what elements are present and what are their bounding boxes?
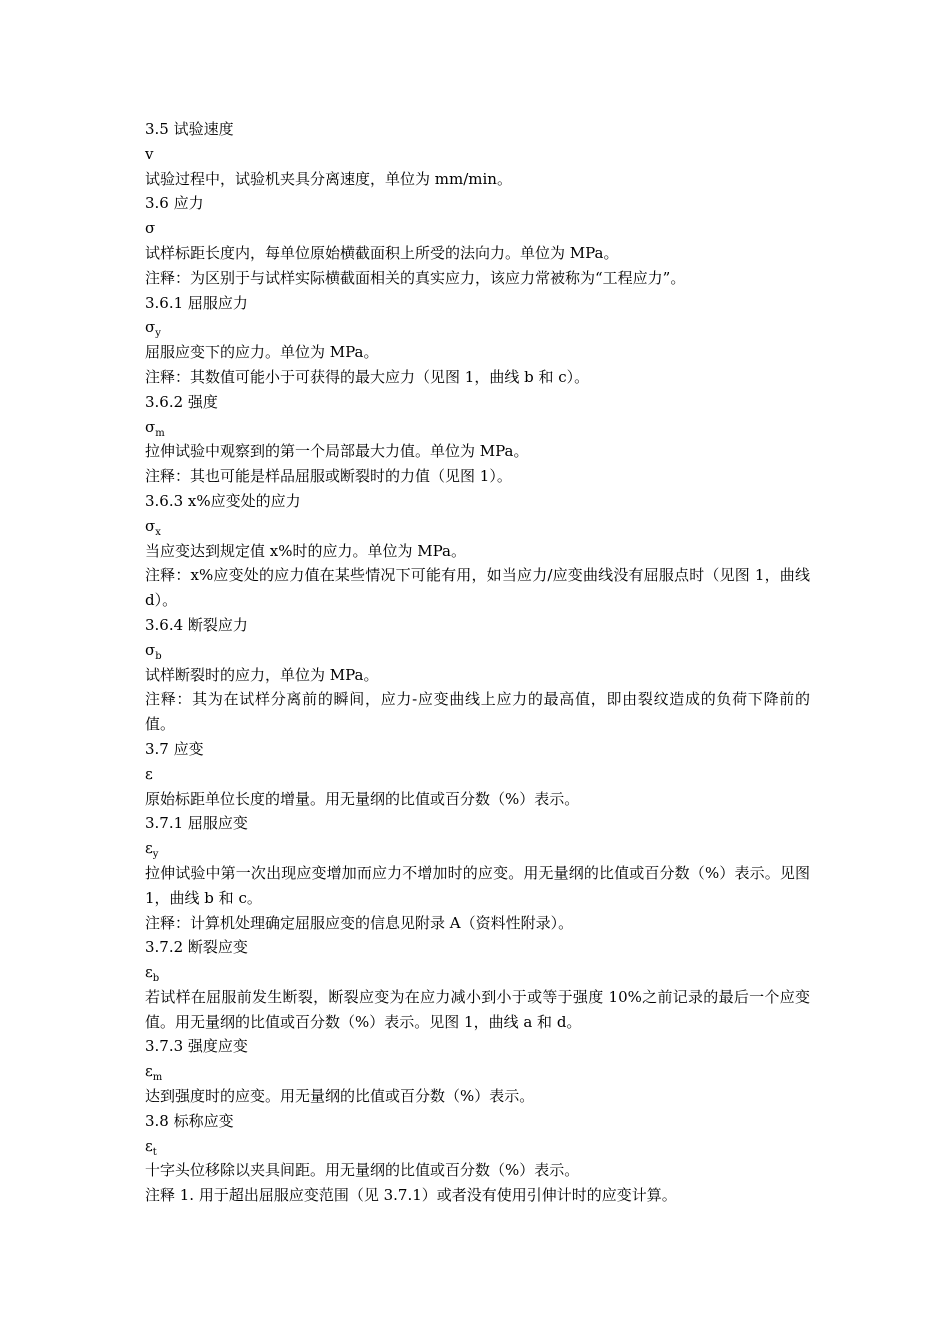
section-heading: 3.7 应变 xyxy=(145,739,204,758)
symbol-line xyxy=(145,762,810,787)
paragraph: 注释：为区别于与试样实际横截面相关的真实应力，该应力常被称为“工程应力”。 xyxy=(145,268,686,287)
paragraph: 试验过程中，试验机夹具分离速度，单位为 mm/min。 xyxy=(145,169,512,188)
symbol-line xyxy=(145,315,810,340)
paragraph: 注释 1. 用于超出屈服应变范围（见 3.7.1）或者没有使用引伸计时的应变计算。 xyxy=(145,1186,677,1205)
symbol: ε xyxy=(145,963,153,982)
paragraph: 拉伸试验中第一次出现应变增加而应力不增加时的应变。用无量纲的比值或百分数（%）表示。见图 1，曲线 b 和 c。 xyxy=(145,863,810,907)
section-heading: 3.5 试验速度 xyxy=(145,120,234,138)
symbol-line xyxy=(145,836,810,861)
symbol: σ xyxy=(145,219,156,238)
paragraph: 当应变达到规定值 x%时的应力。单位为 MPa。 xyxy=(145,541,466,560)
symbol: v xyxy=(145,144,154,163)
symbol-line xyxy=(145,1059,810,1084)
paragraph: 达到强度时的应变。用无量纲的比值或百分数（%）表示。 xyxy=(145,1087,535,1106)
symbol-line xyxy=(145,638,810,663)
paragraph: 试样标距长度内，每单位原始横截面积上所受的法向力。单位为 MPa。 xyxy=(145,243,619,262)
paragraph: 原始标距单位长度的增量。用无量纲的比值或百分数（%）表示。 xyxy=(145,789,580,808)
symbol: ε xyxy=(145,764,153,783)
paragraph: 拉伸试验中观察到的第一个局部最大力值。单位为 MPa。 xyxy=(145,442,529,461)
symbol-line xyxy=(145,415,810,440)
paragraph: 屈服应变下的应力。单位为 MPa。 xyxy=(145,343,379,362)
section-heading: 3.6.1 屈服应力 xyxy=(145,293,248,312)
section-heading: 3.6.4 断裂应力 xyxy=(145,615,248,634)
paragraph: 注释：其也可能是样品屈服或断裂时的力值（见图 1）。 xyxy=(145,467,512,486)
section-heading: 3.6.3 x%应变处的应力 xyxy=(145,491,301,510)
section-heading: 3.7.3 强度应变 xyxy=(145,1037,248,1056)
symbol-line xyxy=(145,142,810,167)
paragraph: 十字头位移除以夹具间距。用无量纲的比值或百分数（%）表示。 xyxy=(145,1161,580,1180)
section-heading: 3.8 标称应变 xyxy=(145,1111,234,1130)
symbol: σ xyxy=(145,318,156,337)
symbol-subscript: m xyxy=(152,1072,163,1084)
paragraph: 注释：x%应变处的应力值在某些情况下可能有用，如当应力/应变曲线没有屈服点时（见图 1，曲线 d）。 xyxy=(145,566,810,610)
paragraph: 注释：计算机处理确定屈服应变的信息见附录 A（资料性附录）。 xyxy=(145,913,574,932)
symbol-subscript: m xyxy=(155,427,165,439)
symbol: ε xyxy=(145,839,153,858)
symbol-subscript: y xyxy=(155,328,161,340)
symbol: σ xyxy=(145,417,156,436)
document-body xyxy=(145,117,810,1208)
symbol-subscript: b xyxy=(152,973,160,985)
symbol: ε xyxy=(145,1136,153,1155)
symbol: ε xyxy=(145,1062,153,1081)
section-heading: 3.7.2 断裂应变 xyxy=(145,938,248,957)
symbol-subscript: t xyxy=(152,1146,157,1158)
paragraph: 若试样在屈服前发生断裂，断裂应变为在应力减小到小于或等于强度 10%之前记录的最后一个应变值。用无量纲的比值或百分数（%）表示。见图 1，曲线 a 和 d。 xyxy=(145,987,810,1031)
paragraph: 试样断裂时的应力，单位为 MPa。 xyxy=(145,665,379,684)
section-heading: 3.6.2 强度 xyxy=(145,392,218,411)
paragraph: 注释：其数值可能小于可获得的最大应力（见图 1，曲线 b 和 c）。 xyxy=(145,367,590,386)
symbol-subscript: y xyxy=(152,849,159,861)
symbol-subscript: b xyxy=(155,650,162,662)
section-heading: 3.7.1 屈服应变 xyxy=(145,814,248,833)
symbol: σ xyxy=(145,516,156,535)
symbol-line xyxy=(145,514,810,539)
symbol-subscript: x xyxy=(155,526,161,538)
symbol-line xyxy=(145,216,810,241)
section-heading: 3.6 应力 xyxy=(145,194,204,213)
symbol-line xyxy=(145,960,810,985)
symbol-line xyxy=(145,1134,810,1159)
symbol: σ xyxy=(145,640,156,659)
paragraph: 注释：其为在试样分离前的瞬间，应力-应变曲线上应力的最高值，即由裂纹造成的负荷下降前的值。 xyxy=(145,690,810,734)
